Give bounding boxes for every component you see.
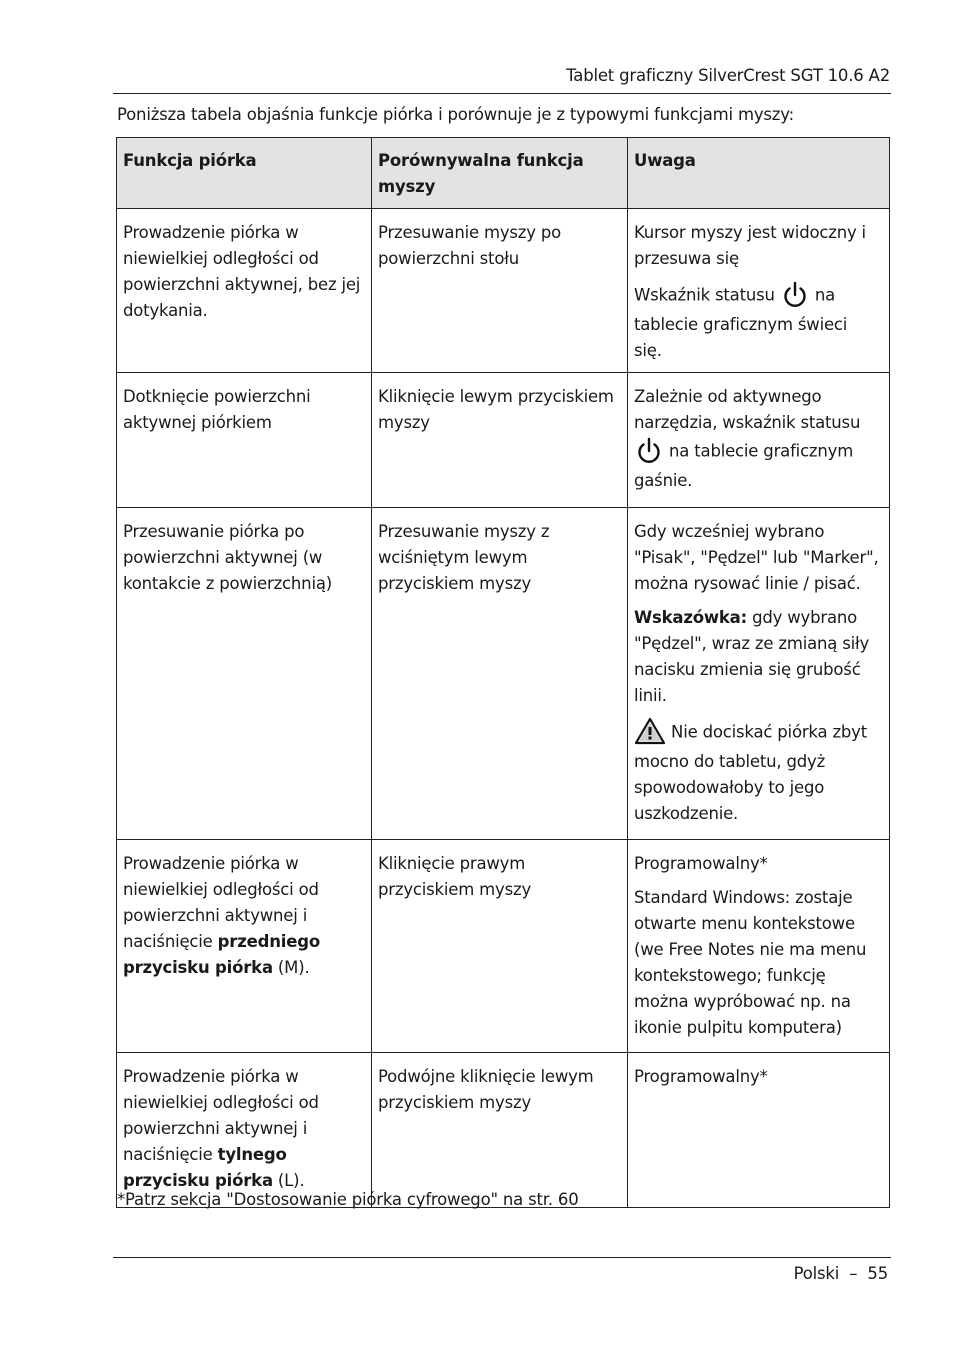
mouse-function-cell: Przesuwanie myszy z wciśniętym lewym przyciskiem myszy: [372, 508, 628, 840]
pen-function-cell: Dotknięcie powierzchni aktywnej piórkiem: [117, 373, 372, 508]
note-cell: [628, 508, 890, 840]
column-header-note: Uwaga: [628, 138, 890, 209]
pen-function-cell: Prowadzenie piórka w niewielkiej odległości od powierzchni aktywnej, bez jej dotykania.: [117, 209, 372, 373]
pen-function-table: [116, 137, 890, 1208]
page-header-title: Tablet graficzny SilverCrest SGT 10.6 A2: [566, 66, 890, 85]
pen-text-part: Prowadzenie piórka w niewielkiej odległości od powierzchni aktywnej i naciśnięcie: [123, 854, 319, 951]
pen-text-part: Prowadzenie piórka w niewielkiej odległości od powierzchni aktywnej i naciśnięcie: [123, 1067, 319, 1164]
pen-text-part: (L).: [272, 1171, 305, 1190]
pen-function-cell: Przesuwanie piórka po powierzchni aktywnej (w kontakcie z powierzchnią): [117, 508, 372, 840]
mouse-function-cell: Podwójne kliknięcie lewym przyciskiem myszy: [372, 1053, 628, 1208]
footer-divider: [113, 1257, 891, 1258]
mouse-function-cell: Kliknięcie lewym przyciskiem myszy: [372, 373, 628, 508]
note-cell: [628, 209, 890, 373]
pen-button-name: przedniego przycisku piórka: [123, 932, 320, 977]
note-cell: [628, 1053, 890, 1208]
note-text: Kursor myszy jest widoczny i przesuwa się: [634, 223, 866, 268]
note-text: Programowalny*: [634, 1067, 768, 1086]
note-text: Standard Windows: zostaje otwarte menu kontekstowe (we Free Notes nie ma menu kontekstowego; funkcję można wypróbować np. na ikonie pulpitu komputera): [634, 888, 867, 1037]
note-cell: [628, 840, 890, 1053]
page-footer: Polski – 55: [793, 1264, 888, 1283]
note-text: Programowalny*: [634, 854, 768, 873]
footnote: *Patrz sekcja "Dostosowanie piórka cyfrowego" na str. 60: [117, 1190, 579, 1209]
mouse-function-cell: Kliknięcie prawym przyciskiem myszy: [372, 840, 628, 1053]
intro-text: Poniższa tabela objaśnia funkcje piórka i porównuje je z typowymi funkcjami myszy:: [117, 105, 794, 124]
mouse-function-cell: Przesuwanie myszy po powierzchni stołu: [372, 209, 628, 373]
note-text-part: Zależnie od aktywnego narzędzia, wskaźnik statusu: [634, 387, 861, 432]
hint-label: Wskazówka:: [634, 608, 748, 627]
note-text-part: na tablecie graficznym gaśnie.: [634, 441, 854, 490]
pen-function-cell: [117, 840, 372, 1053]
note-text-part: na tablecie graficznym świeci się.: [634, 285, 848, 360]
note-text: [634, 280, 879, 364]
hint-body: gdy wybrano "Pędzel", wraz ze zmianą siły nacisku zmienia się grubość linii.: [634, 608, 870, 705]
column-header-mouse-function: Porównywalna funkcja myszy: [372, 138, 628, 209]
power-icon: [634, 436, 664, 468]
table-row: [117, 1053, 890, 1208]
pen-function-cell: [117, 1053, 372, 1208]
hint-text: [634, 605, 879, 709]
table-row: [117, 840, 890, 1053]
warning-body: Nie dociskać piórka zbyt mocno do tabletu, gdyż spowodowałoby to jego uszkodzenie.: [634, 722, 868, 823]
table-row: [117, 373, 890, 508]
table-header-row: [117, 138, 890, 209]
note-cell: [628, 373, 890, 508]
pen-text-part: (M).: [272, 958, 310, 977]
note-text-part: Wskaźnik statusu: [634, 285, 775, 305]
column-header-pen-function: Funkcja piórka: [117, 138, 372, 209]
note-text: [634, 384, 879, 494]
power-icon: [780, 280, 810, 312]
table-row: [117, 508, 890, 840]
note-text: Gdy wcześniej wybrano "Pisak", "Pędzel" lub "Marker", można rysować linie / pisać.: [634, 522, 879, 593]
warning-text: [634, 717, 879, 827]
warning-triangle-icon: [634, 717, 666, 749]
pen-button-name: tylnego przycisku piórka: [123, 1145, 287, 1190]
header-divider: [113, 93, 891, 94]
table-row: [117, 209, 890, 373]
